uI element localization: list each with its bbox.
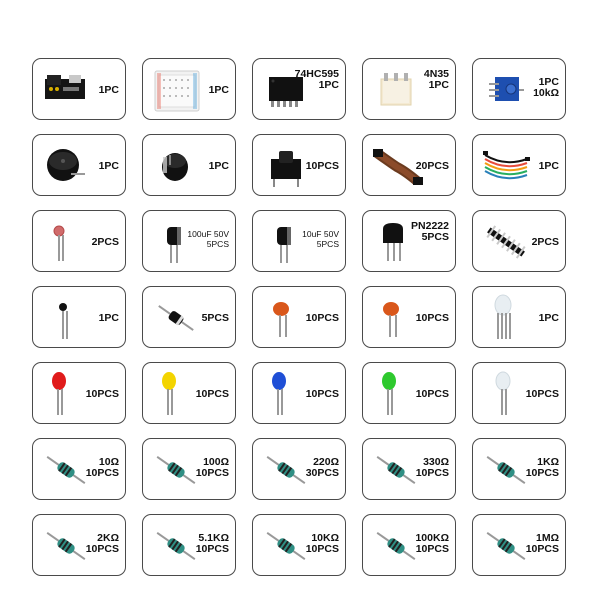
- component-label-line1: 2PCS: [91, 236, 119, 248]
- component-label: [526, 389, 559, 400]
- component-label: [99, 313, 119, 324]
- component-label-line2: 10PCS: [415, 467, 449, 479]
- component-label: [526, 457, 559, 479]
- component-label: [209, 161, 229, 172]
- component-label-line1: 74HC595: [294, 68, 339, 80]
- component-label: [526, 533, 559, 555]
- component-cell: [142, 438, 236, 500]
- component-cell: [252, 286, 346, 348]
- component-label-line1: 1PC: [208, 84, 229, 96]
- active-buzzer-icon: [39, 141, 93, 191]
- component-cell: [142, 210, 236, 272]
- component-cell: [472, 362, 566, 424]
- component-label: [86, 389, 119, 400]
- component-label: [196, 457, 229, 479]
- component-cell: [32, 134, 126, 196]
- component-label-line1: 10KΩ: [311, 532, 339, 544]
- component-cell: [142, 134, 236, 196]
- component-label: [306, 457, 339, 479]
- component-cell: [362, 514, 456, 576]
- component-label-line2: 10kΩ: [533, 87, 559, 99]
- component-label-line2: 10PCS: [85, 467, 119, 479]
- component-label-line2: 10PCS: [525, 543, 559, 555]
- component-cell: [362, 438, 456, 500]
- component-label: [539, 313, 559, 324]
- component-cell: [362, 362, 456, 424]
- component-label-line1: 100uF 50V: [187, 229, 229, 239]
- component-label-line1: 10uF 50V: [302, 229, 339, 239]
- component-label: [86, 457, 119, 479]
- component-label: [411, 221, 449, 243]
- component-cell: [32, 58, 126, 120]
- component-label-line1: 4N35: [423, 68, 449, 80]
- component-label: [424, 69, 449, 91]
- component-label-line2: 5PCS: [421, 231, 449, 243]
- component-cell: [362, 286, 456, 348]
- component-cell: [32, 362, 126, 424]
- passive-buzzer-icon: [149, 141, 203, 191]
- component-label: [533, 77, 559, 99]
- component-label-line1: 10Ω: [98, 456, 119, 468]
- component-label-line2: 5PCS: [316, 239, 339, 249]
- component-label-line1: 1PC: [538, 312, 559, 324]
- component-cell: [362, 134, 456, 196]
- component-label-line1: 10PCS: [305, 388, 339, 400]
- component-label-line1: 1PC: [98, 160, 119, 172]
- rgb-led-icon: [479, 293, 533, 343]
- component-label-line1: 10PCS: [195, 388, 229, 400]
- component-label-line1: 330Ω: [423, 456, 449, 468]
- component-cell: [142, 362, 236, 424]
- component-label-line1: PN2222: [411, 220, 449, 232]
- component-cell: [252, 58, 346, 120]
- component-label-line1: 220Ω: [313, 456, 339, 468]
- component-cell: [472, 134, 566, 196]
- component-cell: [252, 438, 346, 500]
- component-label: [295, 69, 339, 91]
- component-label-line1: 1KΩ: [537, 456, 559, 468]
- component-cell: [32, 514, 126, 576]
- component-cell: [32, 286, 126, 348]
- optocoupler-4n35-icon: [369, 65, 423, 115]
- mini-breadboard-icon: [149, 65, 203, 115]
- component-label: [92, 237, 119, 248]
- component-label-line1: 100KΩ: [415, 532, 449, 544]
- component-label: [302, 229, 339, 249]
- component-cell: [472, 286, 566, 348]
- component-label: [416, 313, 449, 324]
- trimmer-potentiometer-icon: [479, 65, 533, 115]
- component-cell: [142, 58, 236, 120]
- component-label-line2: 1PC: [318, 79, 339, 91]
- component-cell: [32, 438, 126, 500]
- component-label: [86, 533, 119, 555]
- component-label-line2: 30PCS: [305, 467, 339, 479]
- component-label-line1: 1PC: [538, 160, 559, 172]
- component-label-line2: 1PC: [428, 79, 449, 91]
- pin-header-icon: [479, 217, 533, 267]
- component-label: [196, 389, 229, 400]
- thermistor-icon: [39, 293, 93, 343]
- component-label-line1: 1PC: [208, 160, 229, 172]
- component-label: [416, 161, 449, 172]
- component-label-line1: 10PCS: [415, 388, 449, 400]
- jumper-wires-icon: [479, 141, 533, 191]
- component-label: [187, 229, 229, 249]
- component-label-line1: 100Ω: [203, 456, 229, 468]
- component-label-line2: 10PCS: [195, 543, 229, 555]
- component-cell: [252, 514, 346, 576]
- component-label: [539, 161, 559, 172]
- component-label-line1: 1PC: [98, 312, 119, 324]
- component-label-line1: 5.1KΩ: [198, 532, 229, 544]
- component-label: [416, 389, 449, 400]
- component-cell: [472, 514, 566, 576]
- component-label: [196, 533, 229, 555]
- component-cell: [472, 210, 566, 272]
- component-cell: [252, 134, 346, 196]
- component-label-line2: 10PCS: [525, 467, 559, 479]
- component-label: [209, 85, 229, 96]
- breadboard-power-module-icon: [39, 65, 93, 115]
- component-cell: [142, 514, 236, 576]
- component-label: [532, 237, 559, 248]
- component-cell: [472, 58, 566, 120]
- component-label: [99, 85, 119, 96]
- diode-icon: [149, 293, 203, 343]
- component-label-line1: 1MΩ: [535, 532, 559, 544]
- component-label-line1: 10PCS: [305, 312, 339, 324]
- component-cell: [252, 210, 346, 272]
- component-label-line2: 10PCS: [195, 467, 229, 479]
- component-label: [99, 161, 119, 172]
- component-label-line1: 10PCS: [415, 312, 449, 324]
- component-label: [306, 389, 339, 400]
- component-label: [416, 457, 449, 479]
- component-grid: [32, 58, 568, 572]
- component-label-line2: 10PCS: [415, 543, 449, 555]
- component-label: [306, 313, 339, 324]
- component-cell: [32, 210, 126, 272]
- photoresistor-icon: [39, 217, 93, 267]
- component-label-line1: 2KΩ: [97, 532, 119, 544]
- component-label: [306, 161, 339, 172]
- component-cell: [362, 58, 456, 120]
- component-label-line2: 10PCS: [85, 543, 119, 555]
- component-label-line1: 2PCS: [531, 236, 559, 248]
- component-label-line1: 10PCS: [305, 160, 339, 172]
- component-label-line2: 5PCS: [206, 239, 229, 249]
- component-cell: [362, 210, 456, 272]
- component-cell: [472, 438, 566, 500]
- component-cell: [252, 362, 346, 424]
- component-label-line1: 10PCS: [525, 388, 559, 400]
- component-label-line1: 10PCS: [85, 388, 119, 400]
- component-label: [202, 313, 229, 324]
- component-label: [415, 533, 449, 555]
- component-label-line1: 20PCS: [415, 160, 449, 172]
- component-label-line1: 1PC: [98, 84, 119, 96]
- component-label-line1: 5PCS: [201, 312, 229, 324]
- component-cell: [142, 286, 236, 348]
- component-label-line2: 10PCS: [305, 543, 339, 555]
- component-label: [306, 533, 339, 555]
- component-label-line1: 1PC: [538, 76, 559, 88]
